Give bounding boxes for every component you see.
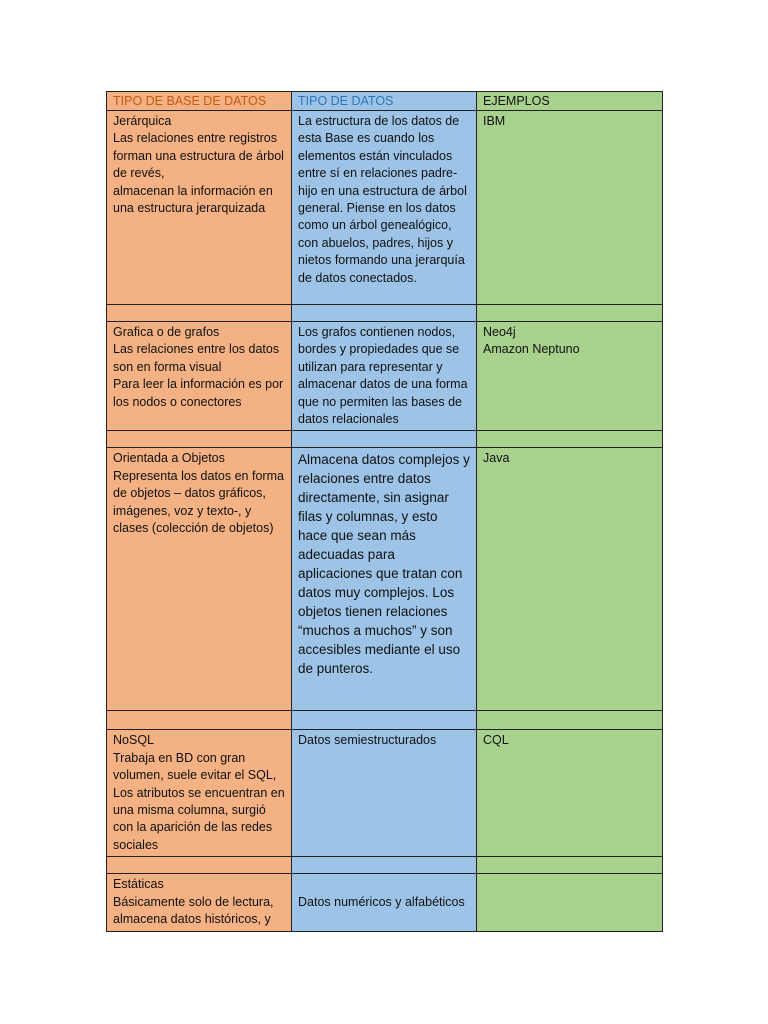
cell-tipo-base: Grafica o de grafos Las relaciones entre los datos son en forma visual Para leer la información es por los nodos o conectores (107, 322, 292, 431)
table-row (107, 874, 663, 931)
cell-ejemplos: Java (477, 448, 663, 711)
header-ejemplos: EJEMPLOS (477, 92, 663, 111)
table-row (107, 448, 663, 711)
cell-ejemplos: IBM (477, 111, 663, 305)
cell-ejemplos (477, 874, 663, 931)
spacer-row (107, 305, 663, 322)
spacer-row (107, 857, 663, 874)
cell-tipo-base: Jerárquica Las relaciones entre registros forman una estructura de árbol de revés, almacenan la información en una estructura jerarquizada (107, 111, 292, 305)
header-tipo-datos: TIPO DE DATOS (292, 92, 477, 111)
cell-tipo-datos: Datos semiestructurados (292, 730, 477, 857)
header-tipo-base: TIPO DE BASE DE DATOS (107, 92, 292, 111)
table-row (107, 730, 663, 857)
cell-tipo-base: Estáticas Básicamente solo de lectura, almacena datos históricos, y (107, 874, 292, 931)
cell-tipo-base: NoSQL Trabaja en BD con gran volumen, suele evitar el SQL, Los atributos se encuentran en una misma columna, surgió con la aparición de las redes sociales (107, 730, 292, 857)
cell-ejemplos: CQL (477, 730, 663, 857)
database-types-table (106, 91, 663, 932)
cell-tipo-datos: Datos numéricos y alfabéticos (292, 874, 477, 931)
cell-tipo-datos: Los grafos contienen nodos, bordes y propiedades que se utilizan para representar y almacenar datos de una forma que no permiten las bases de datos relacionales (292, 322, 477, 431)
spacer-row (107, 431, 663, 448)
table-row (107, 111, 663, 305)
cell-tipo-datos: Almacena datos complejos y relaciones entre datos directamente, sin asignar filas y columnas, y esto hace que sean más adecuadas para aplicaciones que tratan con datos muy complejos. Los objetos tienen relaciones “muchos a muchos” y son accesibles mediante el uso de punteros. (292, 448, 477, 711)
spacer-row (107, 711, 663, 730)
header-row (107, 92, 663, 111)
cell-tipo-base: Orientada a Objetos Representa los datos en forma de objetos – datos gráficos, imágenes, voz y texto-, y clases (colección de objetos) (107, 448, 292, 711)
cell-ejemplos: Neo4j Amazon Neptuno (477, 322, 663, 431)
cell-tipo-datos: La estructura de los datos de esta Base es cuando los elementos están vinculados entre sí en relaciones padre-hijo en una estructura de árbol general. Piense en los datos como un árbol genealógico, con abuelos, padres, hijos y nietos formando una jerarquía de datos conectados. (292, 111, 477, 305)
table-row (107, 322, 663, 431)
